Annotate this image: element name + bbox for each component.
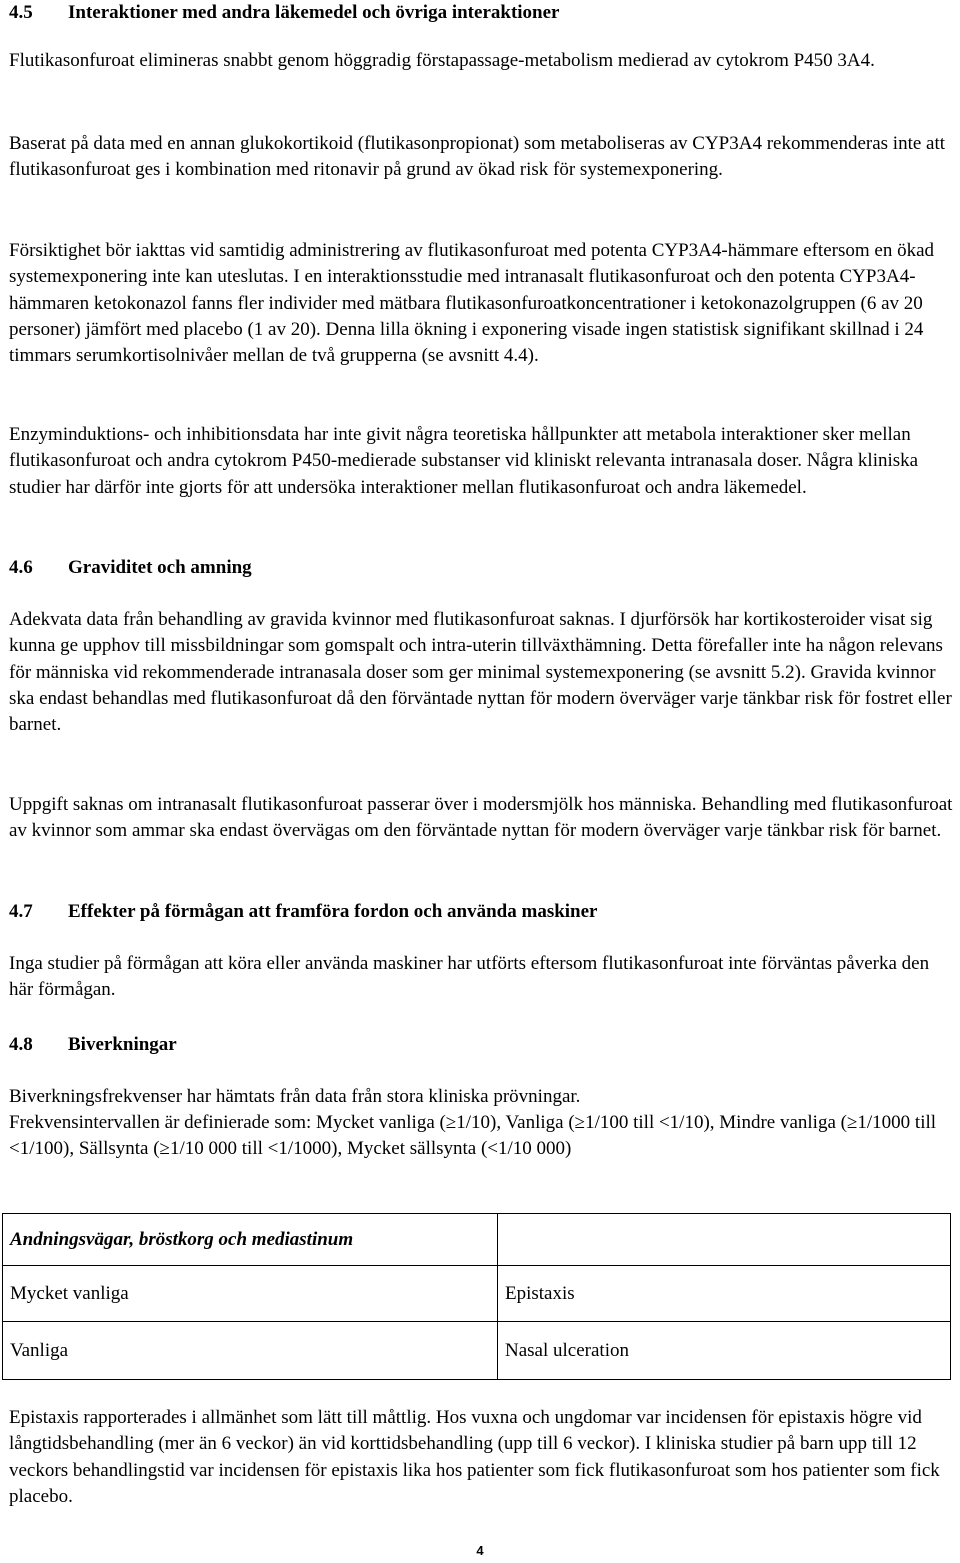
section-heading-4-8 xyxy=(9,1033,177,1057)
paragraph: Adekvata data från behandling av gravida kvinnor med flutikasonfuroat saknas. I djurförsök har kortikosteroider visat sig kunna ge upphov till missbildningar som gomspalt och intra-uterin tillväxthämning. Detta förefaller inte ha någon relevans för människa vid rekommenderade intranasala doser som ger minimal systemexponering (se avsnitt 5.2). Gravida kvinnor ska endast behandlas med flutikasonfuroat då den förväntade nyttan för modern överväger varje tänkbar risk för fostret eller barnet. xyxy=(9,609,952,736)
organ-class-cell: Andningsvägar, bröstkorg och mediastinum xyxy=(3,1214,498,1266)
frequency-cell: Mycket vanliga xyxy=(3,1266,498,1322)
section-title: Interaktioner med andra läkemedel och övriga interaktioner xyxy=(68,2,560,23)
paragraph: Inga studier på förmågan att köra eller använda maskiner har utförts eftersom flutikasonfuroat inte förväntas påverka den här förmågan. xyxy=(9,953,930,1001)
section-title: Biverkningar xyxy=(68,1034,177,1055)
reaction-cell: Nasal ulceration xyxy=(498,1322,951,1380)
empty-cell xyxy=(498,1214,951,1266)
paragraph: Enzyminduktions- och inhibitionsdata har inte givit några teoretiska hållpunkter att metabola interaktioner sker mellan flutikasonfuroat och andra cytokrom P450-medierade substanser vid kliniskt relevanta intranasala doser. Några kliniska studier har därför inte gjorts för att undersöka interaktioner mellan flutikasonfuroat och andra läkemedel. xyxy=(9,424,919,498)
paragraph: Baserat på data med en annan glukokortikoid (flutikasonpropionat) som metaboliseras av CYP3A4 rekommenderas inte att flutikasonfuroat ges i kombination med ritonavir på grund av ökad risk för systemexponering. xyxy=(9,133,946,181)
reaction-cell: Epistaxis xyxy=(498,1266,951,1322)
section-number: 4.8 xyxy=(9,1034,33,1055)
section-title: Graviditet och amning xyxy=(68,557,252,578)
adverse-reactions-table xyxy=(2,1213,951,1380)
section-number: 4.5 xyxy=(9,2,33,23)
table-row xyxy=(3,1322,951,1380)
paragraph: Försiktighet bör iakttas vid samtidig administrering av flutikasonfuroat med potenta CYP3A4-hämmare eftersom en ökad systemexponering inte kan uteslutas. I en interaktionsstudie med intranasalt flutikasonfuroat och den potenta CYP3A4-hämmaren ketokonazol fanns fler individer med mätbara flutikasonfuroatkoncentrationer i ketokonazolgruppen (6 av 20 personer) jämfört med placebo (1 av 20). Denna lilla ökning i exponering visade ingen statistisk signifikant skillnad i 24 timmars serumkortisolnivåer mellan de två grupperna (se avsnitt 4.4). xyxy=(9,240,934,367)
section-heading-4-5 xyxy=(9,1,560,25)
paragraph: Epistaxis rapporterades i allmänhet som lätt till måttlig. Hos vuxna och ungdomar var incidensen för epistaxis högre vid långtidsbehandling (mer än 6 veckor) än vid korttidsbehandling (upp till 6 veckor). I kliniska studier på barn upp till 12 veckors behandlingstid var incidensen för epistaxis lika hos patienter som fick flutikasonfuroat som hos patienter som fick placebo. xyxy=(9,1407,940,1507)
section-number: 4.6 xyxy=(9,557,33,578)
paragraph: Biverkningsfrekvenser har hämtats från data från stora kliniska prövningar. xyxy=(9,1086,581,1107)
section-heading-4-6 xyxy=(9,556,252,580)
table-row xyxy=(3,1266,951,1322)
page-number: 4 xyxy=(476,1543,484,1558)
frequency-definitions: Frekvensintervallen är definierade som: Mycket vanliga (≥1/10), Vanliga (≥1/100 till <1/10), Mindre vanliga (≥1/1000 till <1/100), Sällsynta (≥1/10 000 till <1/1000), Mycket sällsynta (<1/10 000) xyxy=(9,1112,937,1160)
section-number: 4.7 xyxy=(9,901,33,922)
frequency-cell: Vanliga xyxy=(3,1322,498,1380)
table-row xyxy=(3,1214,951,1266)
paragraph: Flutikasonfuroat elimineras snabbt genom höggradig förstapassage-metabolism medierad av cytokrom P450 3A4. xyxy=(9,50,875,71)
paragraph: Uppgift saknas om intranasalt flutikasonfuroat passerar över i modersmjölk hos människa. Behandling med flutikasonfuroat av kvinnor som ammar ska endast övervägas om den förväntade nyttan för modern överväger varje tänkbar risk för barnet. xyxy=(9,794,953,842)
section-heading-4-7 xyxy=(9,900,598,924)
section-title: Effekter på förmågan att framföra fordon och använda maskiner xyxy=(68,901,598,922)
